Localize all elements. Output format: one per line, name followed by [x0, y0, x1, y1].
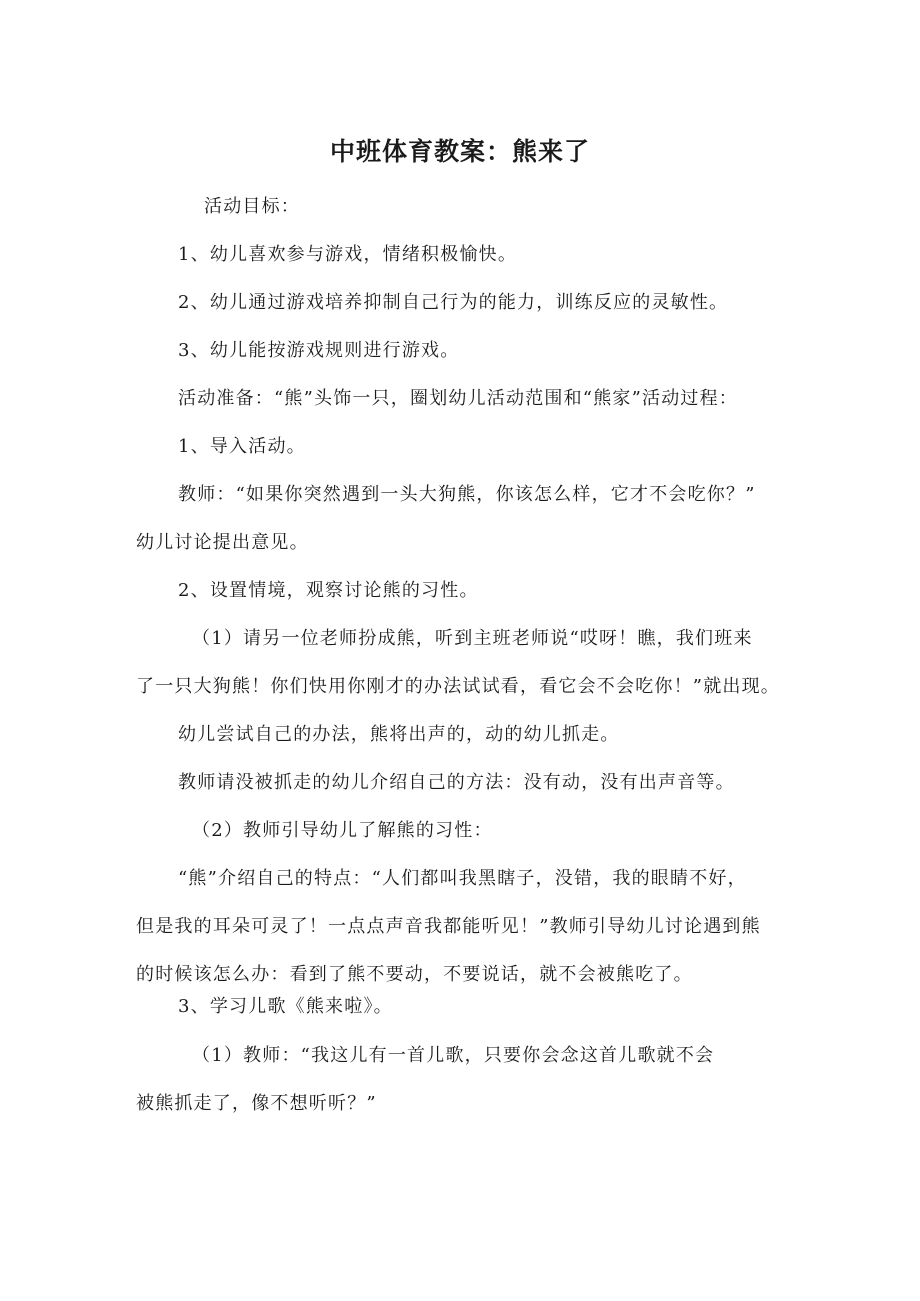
step-2-2-heading: （2）教师引导幼儿了解熊的习性：: [192, 820, 493, 841]
children-discuss-line: 幼儿讨论提出意见。: [136, 532, 309, 553]
step-3-1-line-a: （1）教师：“我这儿有一首儿歌，只要你会念这首儿歌就不会: [192, 1045, 715, 1066]
preparation-paragraph: 活动准备：“熊”头饰一只，圈划幼儿活动范围和“熊家”活动过程：: [178, 388, 739, 409]
step-3-heading: 3、学习儿歌《熊来啦》。: [178, 996, 393, 1017]
document-title: 中班体育教案：熊来了: [329, 137, 590, 166]
step-1-heading: 1、导入活动。: [178, 436, 306, 457]
step-2-1-line-a: （1）请另一位老师扮成熊，听到主班老师说“哎呀！瞧，我们班来: [192, 628, 753, 649]
bear-intro-line-c: 的时候该怎么办：看到了熊不要动，不要说话，就不会被熊吃了。: [136, 964, 693, 985]
children-try-line: 幼儿尝试自己的办法，熊将出声的，动的幼儿抓走。: [178, 724, 620, 745]
step-3-1-line-b: 被熊抓走了，像不想听听？”: [136, 1093, 377, 1114]
bear-intro-line-b: 但是我的耳朵可灵了！一点点声音我都能听见！”教师引导幼儿讨论遇到熊: [136, 916, 761, 937]
teacher-question-line: 教师：“如果你突然遇到一头大狗熊，你该怎么样，它才不会吃你？”: [178, 484, 756, 505]
goal-item-2: 2、幼儿通过游戏培养抑制自己行为的能力，训练反应的灵敏性。: [178, 292, 729, 313]
step-2-1-line-b: 了一只大狗熊！你们快用你刚才的办法试试看，看它会不会吃你！”就出现。: [136, 676, 780, 697]
bear-intro-line-a: “熊”介绍自己的特点：“人们都叫我黑瞎子，没错，我的眼睛不好，: [178, 868, 747, 889]
goal-item-3: 3、幼儿能按游戏规则进行游戏。: [178, 340, 460, 361]
section-heading-goals: 活动目标：: [204, 196, 300, 217]
goal-item-1: 1、幼儿喜欢参与游戏，情绪积极愉快。: [178, 244, 518, 265]
step-2-heading: 2、设置情境，观察讨论熊的习性。: [178, 580, 479, 601]
teacher-ask-line: 教师请没被抓走的幼儿介绍自己的方法：没有动，没有出声音等。: [178, 772, 735, 793]
